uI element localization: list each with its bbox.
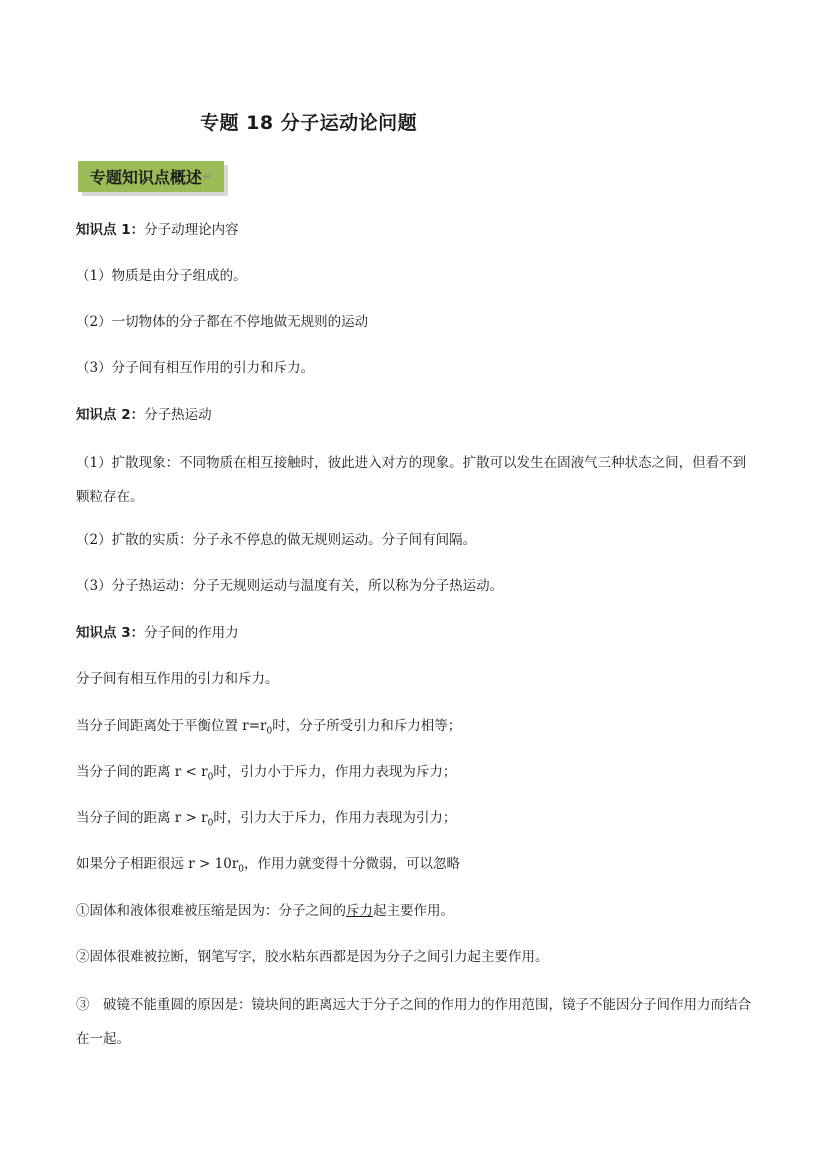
kp2-label: 知识点 2： [76, 407, 145, 423]
note-text: ①固体和液体很难被压缩是因为：分子之间的 [76, 903, 346, 919]
paragraph-mark: ↵ [202, 170, 213, 183]
note-3: ③ 破镜不能重圆的原因是：镜块间的距离远大于分子之间的作用力的作用范围，镜子不能因分子间作用力而结合在一起。 [76, 997, 751, 1047]
kp3-line-text: 当分子间距离处于平衡位置 r=r [76, 718, 267, 734]
kp2-text: 分子热运动 [144, 407, 212, 423]
kp3-line [76, 852, 756, 882]
kp3-line-text: 时，分子所受引力和斥力相等； [272, 718, 462, 734]
kp3-line-text: ，作用力就变得十分微弱，可以忽略 [244, 856, 461, 872]
page-title: 专题 18 分子运动论问题 [200, 112, 418, 134]
kp2-item: （1）扩散现象：不同物质在相互接触时，彼此进入对方的现象。扩散可以发生在固液气三种状态之间，但看不到颗粒存在。 [76, 455, 747, 505]
knowledge-point-2 [76, 403, 756, 427]
kp1-item: （2）一切物体的分子都在不停地做无规则的运动 [76, 314, 369, 330]
banner-label: 专题知识点概述 [89, 168, 202, 187]
kp2-item: （3）分子热运动：分子无规则运动与温度有关，所以称为分子热运动。 [76, 578, 504, 594]
knowledge-point-1 [76, 218, 756, 242]
kp1-item: （1）物质是由分子组成的。 [76, 268, 247, 284]
kp3-intro: 分子间有相互作用的引力和斥力。 [76, 671, 279, 687]
kp2-item: （2）扩散的实质：分子永不停息的做无规则运动。分子间有间隔。 [76, 532, 477, 548]
kp3-line-text: 时，引力大于斥力，作用力表现为引力； [213, 810, 457, 826]
kp3-label: 知识点 3： [76, 625, 145, 641]
kp3-text: 分子间的作用力 [144, 625, 239, 641]
subscript: 0 [266, 726, 273, 737]
section-banner [78, 161, 224, 192]
kp1-label: 知识点 1： [76, 222, 145, 238]
underlined-term: 斥力 [346, 903, 373, 919]
subscript: 0 [238, 864, 245, 875]
knowledge-point-3 [76, 621, 756, 645]
kp3-line [76, 760, 756, 790]
kp3-line-text: 当分子间的距离 r < r [76, 764, 208, 780]
note-1 [76, 899, 756, 923]
subscript: 0 [207, 818, 214, 829]
kp3-line [76, 806, 756, 836]
kp3-line [76, 714, 756, 744]
kp3-line-text: 如果分子相距很远 r > 10r [76, 856, 239, 872]
kp1-text: 分子动理论内容 [144, 222, 239, 238]
note-2: ②固体很难被拉断，钢笔写字，胶水粘东西都是因为分子之间引力起主要作用。 [76, 949, 549, 965]
subscript: 0 [207, 772, 214, 783]
kp1-item: （3）分子间有相互作用的引力和斥力。 [76, 360, 315, 376]
kp3-line-text: 时，引力小于斥力，作用力表现为斥力； [213, 764, 457, 780]
note-text: 起主要作用。 [373, 903, 454, 919]
kp3-line-text: 当分子间的距离 r > r [76, 810, 208, 826]
